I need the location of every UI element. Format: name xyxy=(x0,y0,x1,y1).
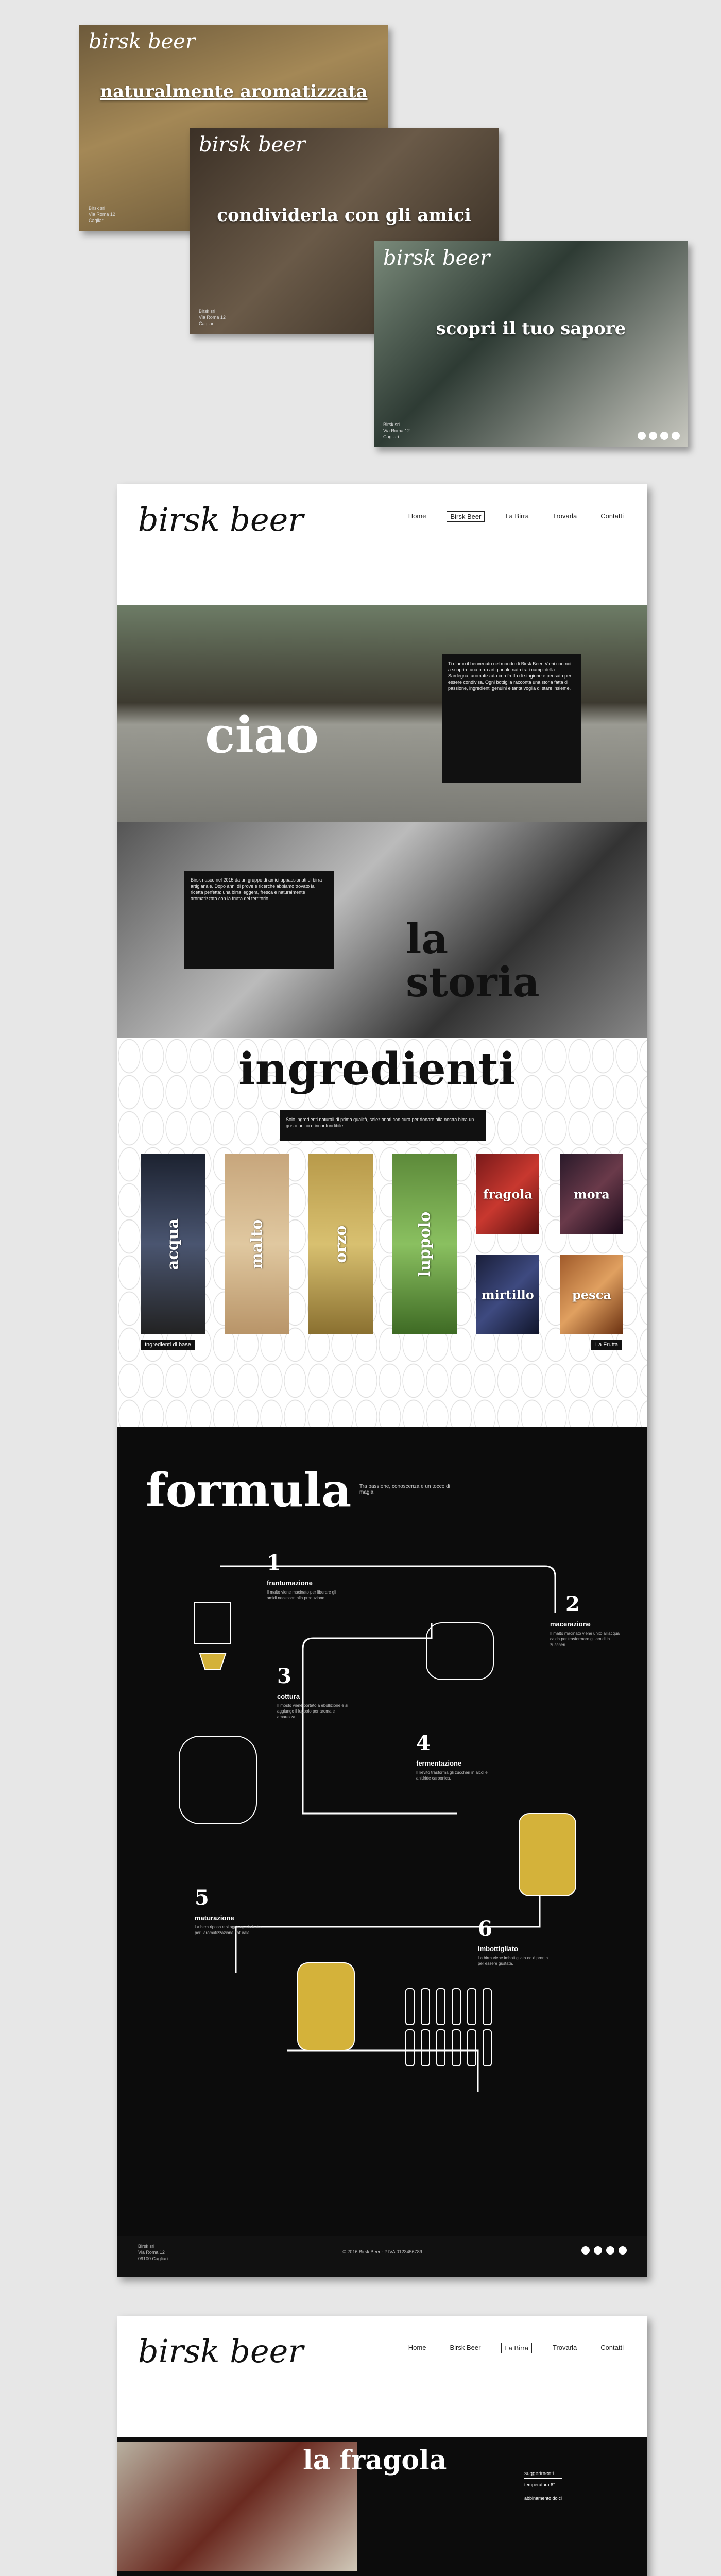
storia-text: Birsk nasce nel 2015 da un gruppo di amici appassionati di birra artigianale. Dopo anni di prove e ricerche abbiamo trovato la ricetta perfetta: una birra leggera, fresca e naturalmente aromatizzata con la frutta del territorio. xyxy=(184,871,334,969)
step-2-title: macerazione xyxy=(550,1620,591,1628)
fruit-pesca[interactable]: pesca xyxy=(560,1255,623,1334)
step-4-title: fermentazione xyxy=(416,1759,462,1767)
instagram-icon[interactable] xyxy=(649,432,657,440)
social-links xyxy=(581,2246,627,2255)
step-2-text: Il malto macinato viene unito all'acqua calda per trasformare gli amidi in zuccheri. xyxy=(550,1631,620,1647)
tag-frutta: La Frutta xyxy=(591,1340,622,1350)
header xyxy=(117,2316,647,2434)
fruit-fragola[interactable]: fragola xyxy=(476,1154,539,1234)
slide-caption: scopri il tuo sapore xyxy=(436,318,626,339)
ingredient-luppolo[interactable]: luppolo xyxy=(392,1154,457,1334)
slide-caption: condividerla con gli amici xyxy=(217,205,471,226)
nav-la-birra[interactable]: La Birra xyxy=(501,2343,532,2353)
social-links xyxy=(638,432,680,440)
step-6-title: imbottigliato xyxy=(478,1945,518,1953)
footer-copyright: © 2016 Birsk Beer - P.IVA 0123456789 xyxy=(342,2249,422,2255)
slide-logo: birsk beer xyxy=(199,133,306,157)
nav-home[interactable]: Home xyxy=(408,2344,426,2351)
beer-page xyxy=(117,2316,647,2576)
step-2-number: 2 xyxy=(565,1592,580,1616)
brand-logo[interactable]: birsk beer xyxy=(138,501,303,538)
nav-la-birra[interactable]: La Birra xyxy=(505,512,529,520)
nav-birsk-beer[interactable]: Birsk Beer xyxy=(447,511,485,522)
nav-birsk-beer[interactable]: Birsk Beer xyxy=(450,2344,481,2351)
slide-footer: Birsk srl Via Roma 12 Cagliari xyxy=(199,309,226,326)
ingredient-malto[interactable]: malto xyxy=(225,1154,289,1334)
step-4-number: 4 xyxy=(416,1731,431,1755)
nav-contatti[interactable]: Contatti xyxy=(600,2344,624,2351)
facebook-icon[interactable] xyxy=(638,432,646,440)
slide-footer: Birsk srl Via Roma 12 Cagliari xyxy=(383,422,410,439)
nav-trovarla[interactable]: Trovarla xyxy=(552,512,577,520)
step-4-text: Il lievito trasforma gli zuccheri in alcol e anidride carbonica. xyxy=(416,1770,488,1781)
ingredienti-heading: ingredienti xyxy=(238,1043,516,1095)
slide-footer: Birsk srl Via Roma 12 Cagliari xyxy=(89,206,115,223)
step-1-number: 1 xyxy=(267,1551,281,1575)
main-nav xyxy=(405,511,627,522)
slide-logo: birsk beer xyxy=(89,30,196,54)
header xyxy=(117,484,647,603)
pinterest-icon[interactable] xyxy=(619,2246,627,2255)
ciao-text: Ti diamo il benvenuto nel mondo di Birsk Beer. Vieni con noi a scoprire una birra artigianale nata tra i campi della Sardegna, aromatizzata con frutta di stagione e pensata per essere condivisa. Ogni bottiglia racconta una storia fatta di passione, ingredienti genuini e tanta voglia di stare insieme. xyxy=(442,654,581,783)
step-5-number: 5 xyxy=(195,1886,209,1910)
step-5-title: maturazione xyxy=(195,1914,234,1922)
footer xyxy=(117,2236,647,2277)
step-1-text: Il malto viene macinato per liberare gli amidi necessari alla produzione. xyxy=(267,1590,336,1600)
ingredienti-text: Solo ingredienti naturali di prima qualità, selezionati con cura per donare alla nostra birra un gusto unico e inconfondibile. xyxy=(280,1110,486,1141)
step-5-text: La birra riposa e si aggiunge la frutta per l'aromatizzazione naturale. xyxy=(195,1925,262,1935)
step-3-text: Il mosto viene portato a ebollizione e si aggiunge il luppolo per aroma e amarezza. xyxy=(277,1703,348,1719)
formula-subtitle: Tra passione, conoscenza e un tocco di magia xyxy=(359,1484,450,1495)
slide-caption: naturalmente aromatizzata xyxy=(100,81,368,102)
brand-logo[interactable]: birsk beer xyxy=(138,2332,303,2370)
footer-address: Birsk srl Via Roma 12 09100 Cagliari xyxy=(138,2244,168,2261)
step-3-title: cottura xyxy=(277,1692,300,1700)
twitter-icon[interactable] xyxy=(660,432,668,440)
beer-tips-fragola: suggerimenti temperatura 6° abbinamento dolci xyxy=(524,2471,562,2501)
nav-contatti[interactable]: Contatti xyxy=(600,512,624,520)
ingredient-acqua[interactable]: acqua xyxy=(141,1154,205,1334)
formula-heading: formula xyxy=(146,1463,352,1518)
tag-ingredienti-base: Ingredienti di base xyxy=(141,1340,195,1350)
slide-logo: birsk beer xyxy=(383,246,490,270)
slide-3 xyxy=(374,241,688,447)
nav-trovarla[interactable]: Trovarla xyxy=(552,2344,577,2351)
fruit-mora[interactable]: mora xyxy=(560,1154,623,1234)
step-3-number: 3 xyxy=(277,1664,291,1688)
instagram-icon[interactable] xyxy=(594,2246,602,2255)
home-page xyxy=(117,484,647,2277)
ingredient-orzo[interactable]: orzo xyxy=(308,1154,373,1334)
storia-heading: la storia xyxy=(406,914,540,1006)
step-6-number: 6 xyxy=(478,1917,492,1941)
ciao-heading: ciao xyxy=(205,706,319,764)
twitter-icon[interactable] xyxy=(606,2246,614,2255)
pinterest-icon[interactable] xyxy=(672,432,680,440)
step-1-title: frantumazione xyxy=(267,1579,313,1587)
nav-home[interactable]: Home xyxy=(408,512,426,520)
facebook-icon[interactable] xyxy=(581,2246,590,2255)
main-nav xyxy=(405,2343,627,2353)
beer-title-fragola: la fragola xyxy=(303,2445,447,2476)
fruit-mirtillo[interactable]: mirtillo xyxy=(476,1255,539,1334)
step-6-text: La birra viene imbottigliata ed è pronta per essere gustata. xyxy=(478,1956,548,1966)
